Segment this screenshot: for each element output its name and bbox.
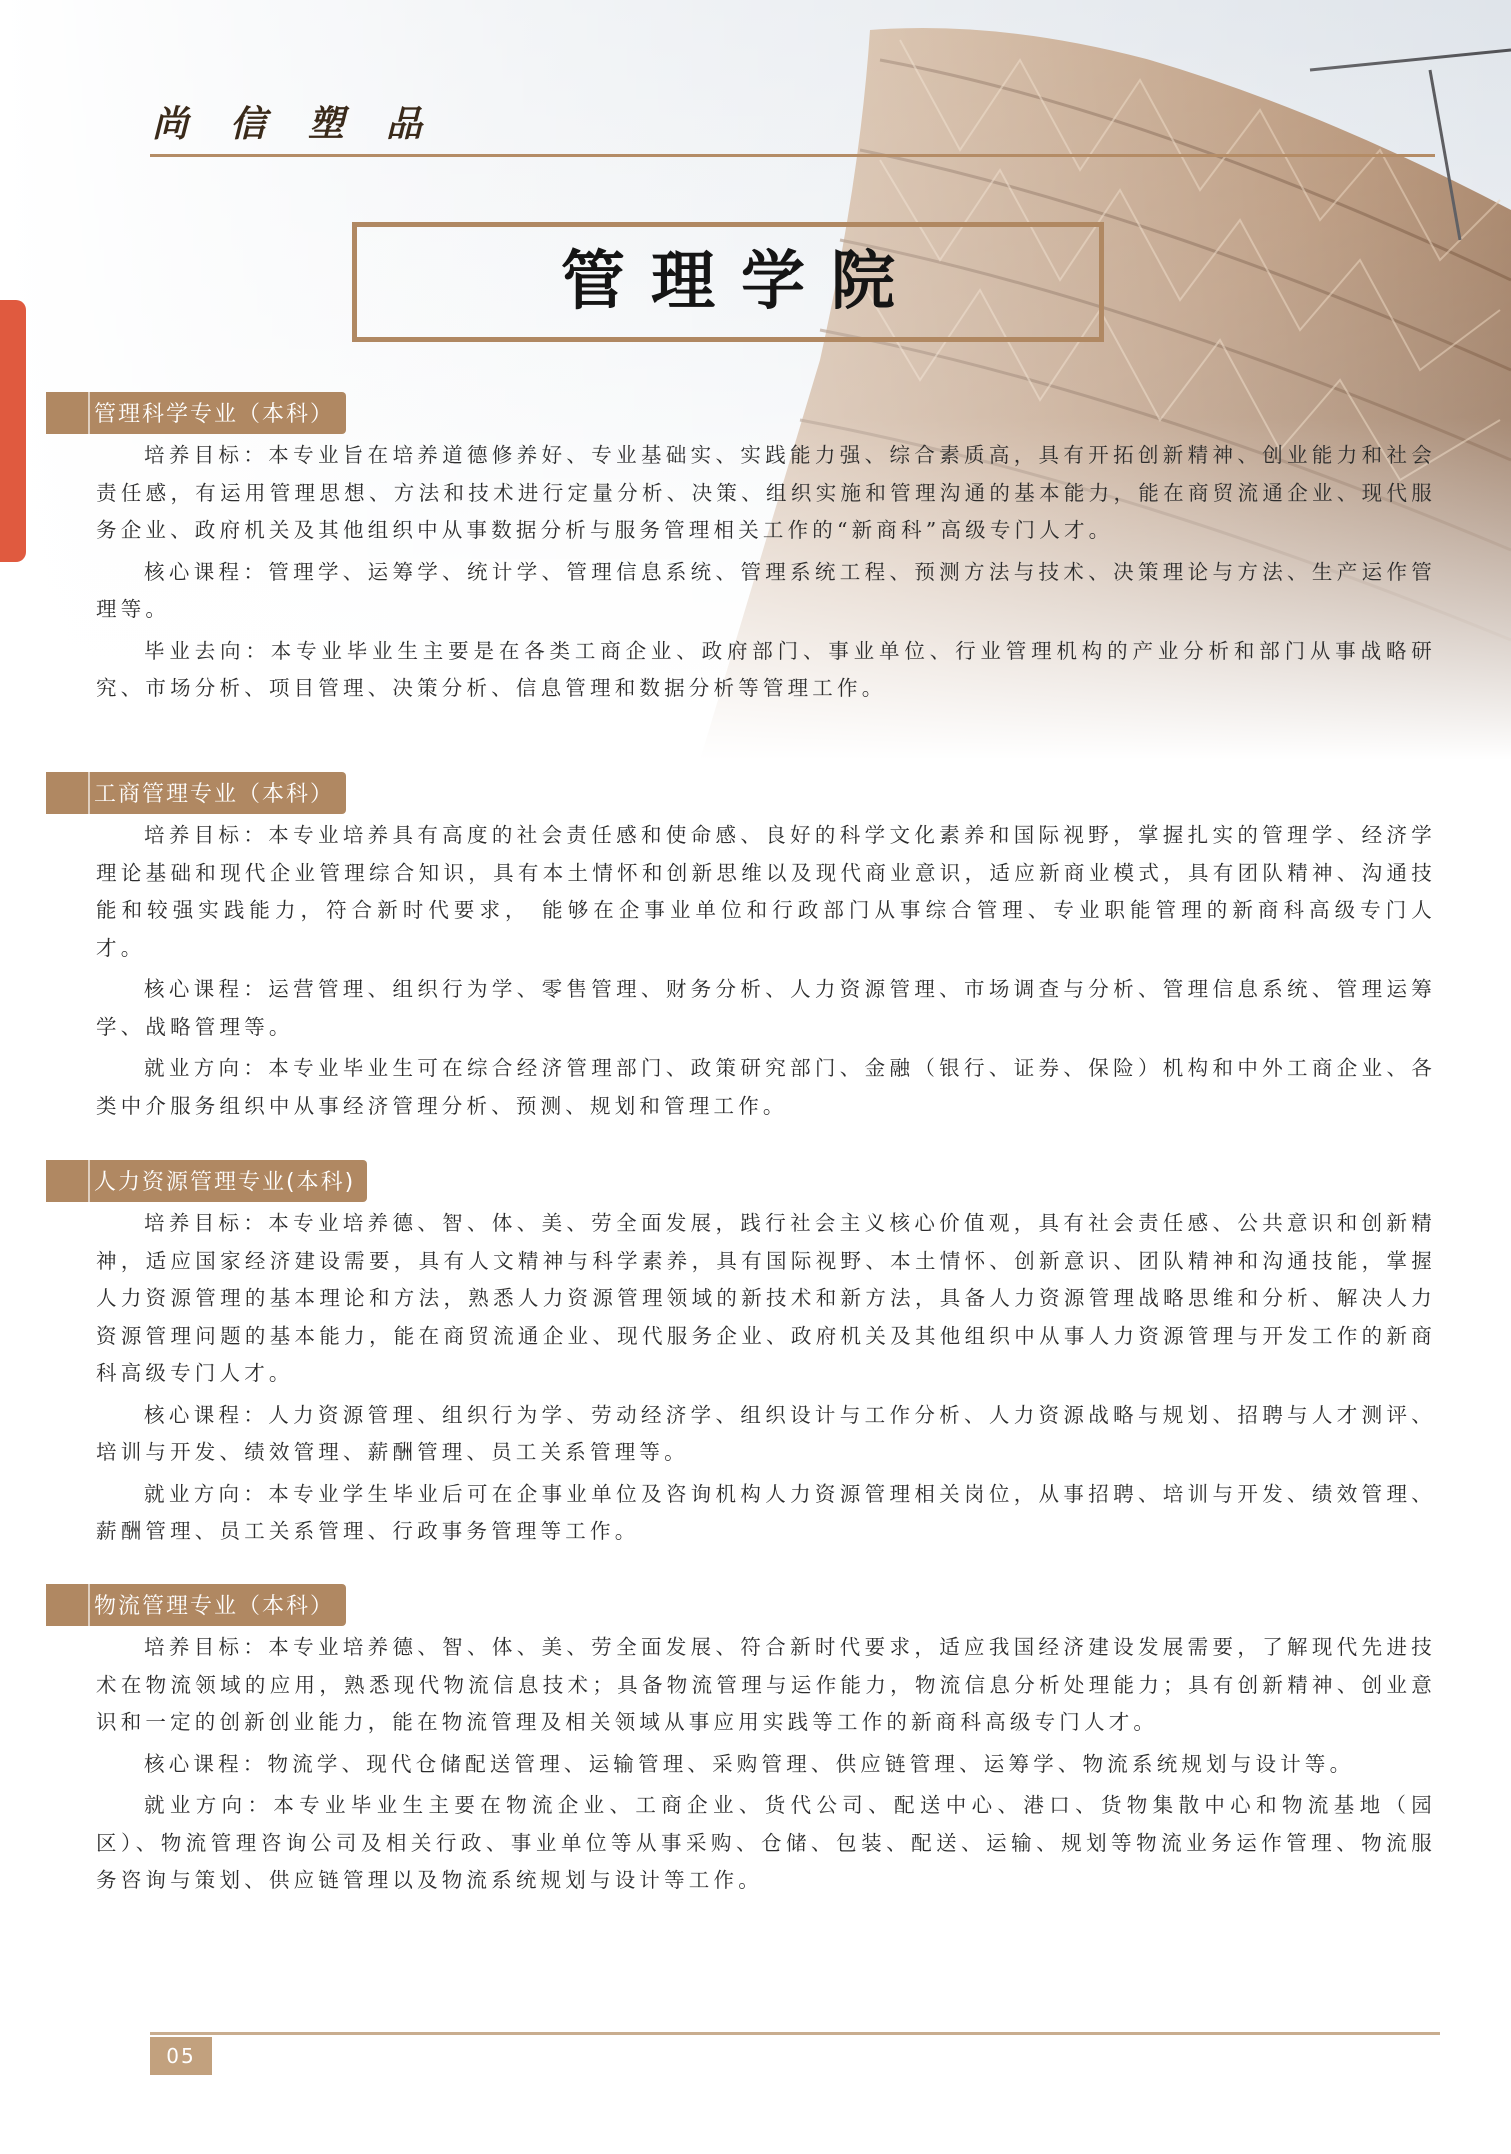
paragraph-courses: 核心课程：管理学、运筹学、统计学、管理信息系统、管理系统工程、预测方法与技术、决策理论与方法、生产运作管理等。 <box>96 559 1436 621</box>
section-management-science <box>96 392 1436 708</box>
section-heading: 物流管理专业（本科） <box>46 1584 346 1626</box>
section-human-resources <box>96 1160 1436 1551</box>
paragraph-career: 就业方向：本专业毕业生可在综合经济管理部门、政策研究部门、金融（银行、证券、保险）机构和中外工商企业、各类中介服务组织中从事经济管理分析、预测、规划和管理工作。 <box>96 1056 1436 1118</box>
side-accent-tab <box>0 300 26 562</box>
page-number: 05 <box>150 2037 212 2075</box>
paragraph-career: 就业方向：本专业学生毕业后可在企事业单位及咨询机构人力资源管理相关岗位，从事招聘、培训与开发、绩效管理、薪酬管理、员工关系管理、行政事务管理等工作。 <box>96 1481 1436 1543</box>
paragraph-courses: 核心课程：运营管理、组织行为学、零售管理、财务分析、人力资源管理、市场调查与分析、管理信息系统、管理运筹学、战略管理等。 <box>96 977 1436 1039</box>
page-title: 管理学院 <box>561 244 921 319</box>
paragraph-goal: 培养目标：本专业培养具有高度的社会责任感和使命感、良好的科学文化素养和国际视野，掌握扎实的管理学、经济学理论基础和现代企业管理综合知识，具有本土情怀和创新思维以及现代商业意识，适应新商业模式，具有团队精神、沟通技能和较强实践能力，符合新时代要求， 能够在企事业单位和行政部门从事综合管理、专业职能管理的新商科高级专门人才。 <box>96 823 1436 960</box>
section-heading: 管理科学专业（本科） <box>46 392 346 434</box>
section-logistics-management <box>96 1584 1436 1900</box>
paragraph-goal: 培养目标：本专业培养德、智、体、美、劳全面发展、符合新时代要求，适应我国经济建设发展需要，了解现代先进技术在物流领域的应用，熟悉现代物流信息技术；具备物流管理与运作能力，物流信息分析处理能力；具有创新精神、创业意识和一定的创新创业能力，能在物流管理及相关领域从事应用实践等工作的新商科高级专门人才。 <box>96 1635 1436 1734</box>
section-heading: 人力资源管理专业(本科) <box>46 1160 367 1202</box>
footer-divider <box>150 2032 1440 2035</box>
paragraph-career: 毕业去向：本专业毕业生主要是在各类工商企业、政府部门、事业单位、行业管理机构的产业分析和部门从事战略研究、市场分析、项目管理、决策分析、信息管理和数据分析等管理工作。 <box>96 638 1436 700</box>
paragraph-courses: 核心课程：人力资源管理、组织行为学、劳动经济学、组织设计与工作分析、人力资源战略与规划、招聘与人才测评、培训与开发、绩效管理、薪酬管理、员工关系管理等。 <box>96 1402 1436 1464</box>
section-heading: 工商管理专业（本科） <box>46 772 346 814</box>
paragraph-courses: 核心课程：物流学、现代仓储配送管理、运输管理、采购管理、供应链管理、运筹学、物流系统规划与设计等。 <box>144 1751 1355 1776</box>
paragraph-goal: 培养目标：本专业旨在培养道德修养好、专业基础实、实践能力强、综合素质高，具有开拓创新精神、创业能力和社会责任感，有运用管理思想、方法和技术进行定量分析、决策、组织实施和管理沟通的基本能力，能在商贸流通企业、现代服务企业、政府机关及其他组织中从事数据分析与服务管理相关工作的“新商科”高级专门人才。 <box>96 443 1436 542</box>
header-divider <box>150 154 1435 157</box>
paragraph-career: 就业方向：本专业毕业生主要在物流企业、工商企业、货代公司、配送中心、港口、货物集散中心和物流基地（园区）、物流管理咨询公司及相关行政、事业单位等从事采购、仓储、包装、配送、运输、规划等物流业务运作管理、物流服务咨询与策划、供应链管理以及物流系统规划与设计等工作。 <box>96 1793 1436 1892</box>
brand-name: 尚信塑品 <box>152 103 465 145</box>
paragraph-goal: 培养目标：本专业培养德、智、体、美、劳全面发展，践行社会主义核心价值观，具有社会责任感、公共意识和创新精神，适应国家经济建设需要，具有人文精神与科学素养，具有国际视野、本土情怀、创新意识、团队精神和沟通技能，掌握人力资源管理的基本理论和方法，熟悉人力资源管理领域的新技术和新方法，具备人力资源管理战略思维和分析、解决人力资源管理问题的基本能力，能在商贸流通企业、现代服务企业、政府机关及其他组织中从事人力资源管理与开发工作的新商科高级专门人才。 <box>96 1211 1436 1385</box>
section-business-administration <box>96 772 1436 1125</box>
